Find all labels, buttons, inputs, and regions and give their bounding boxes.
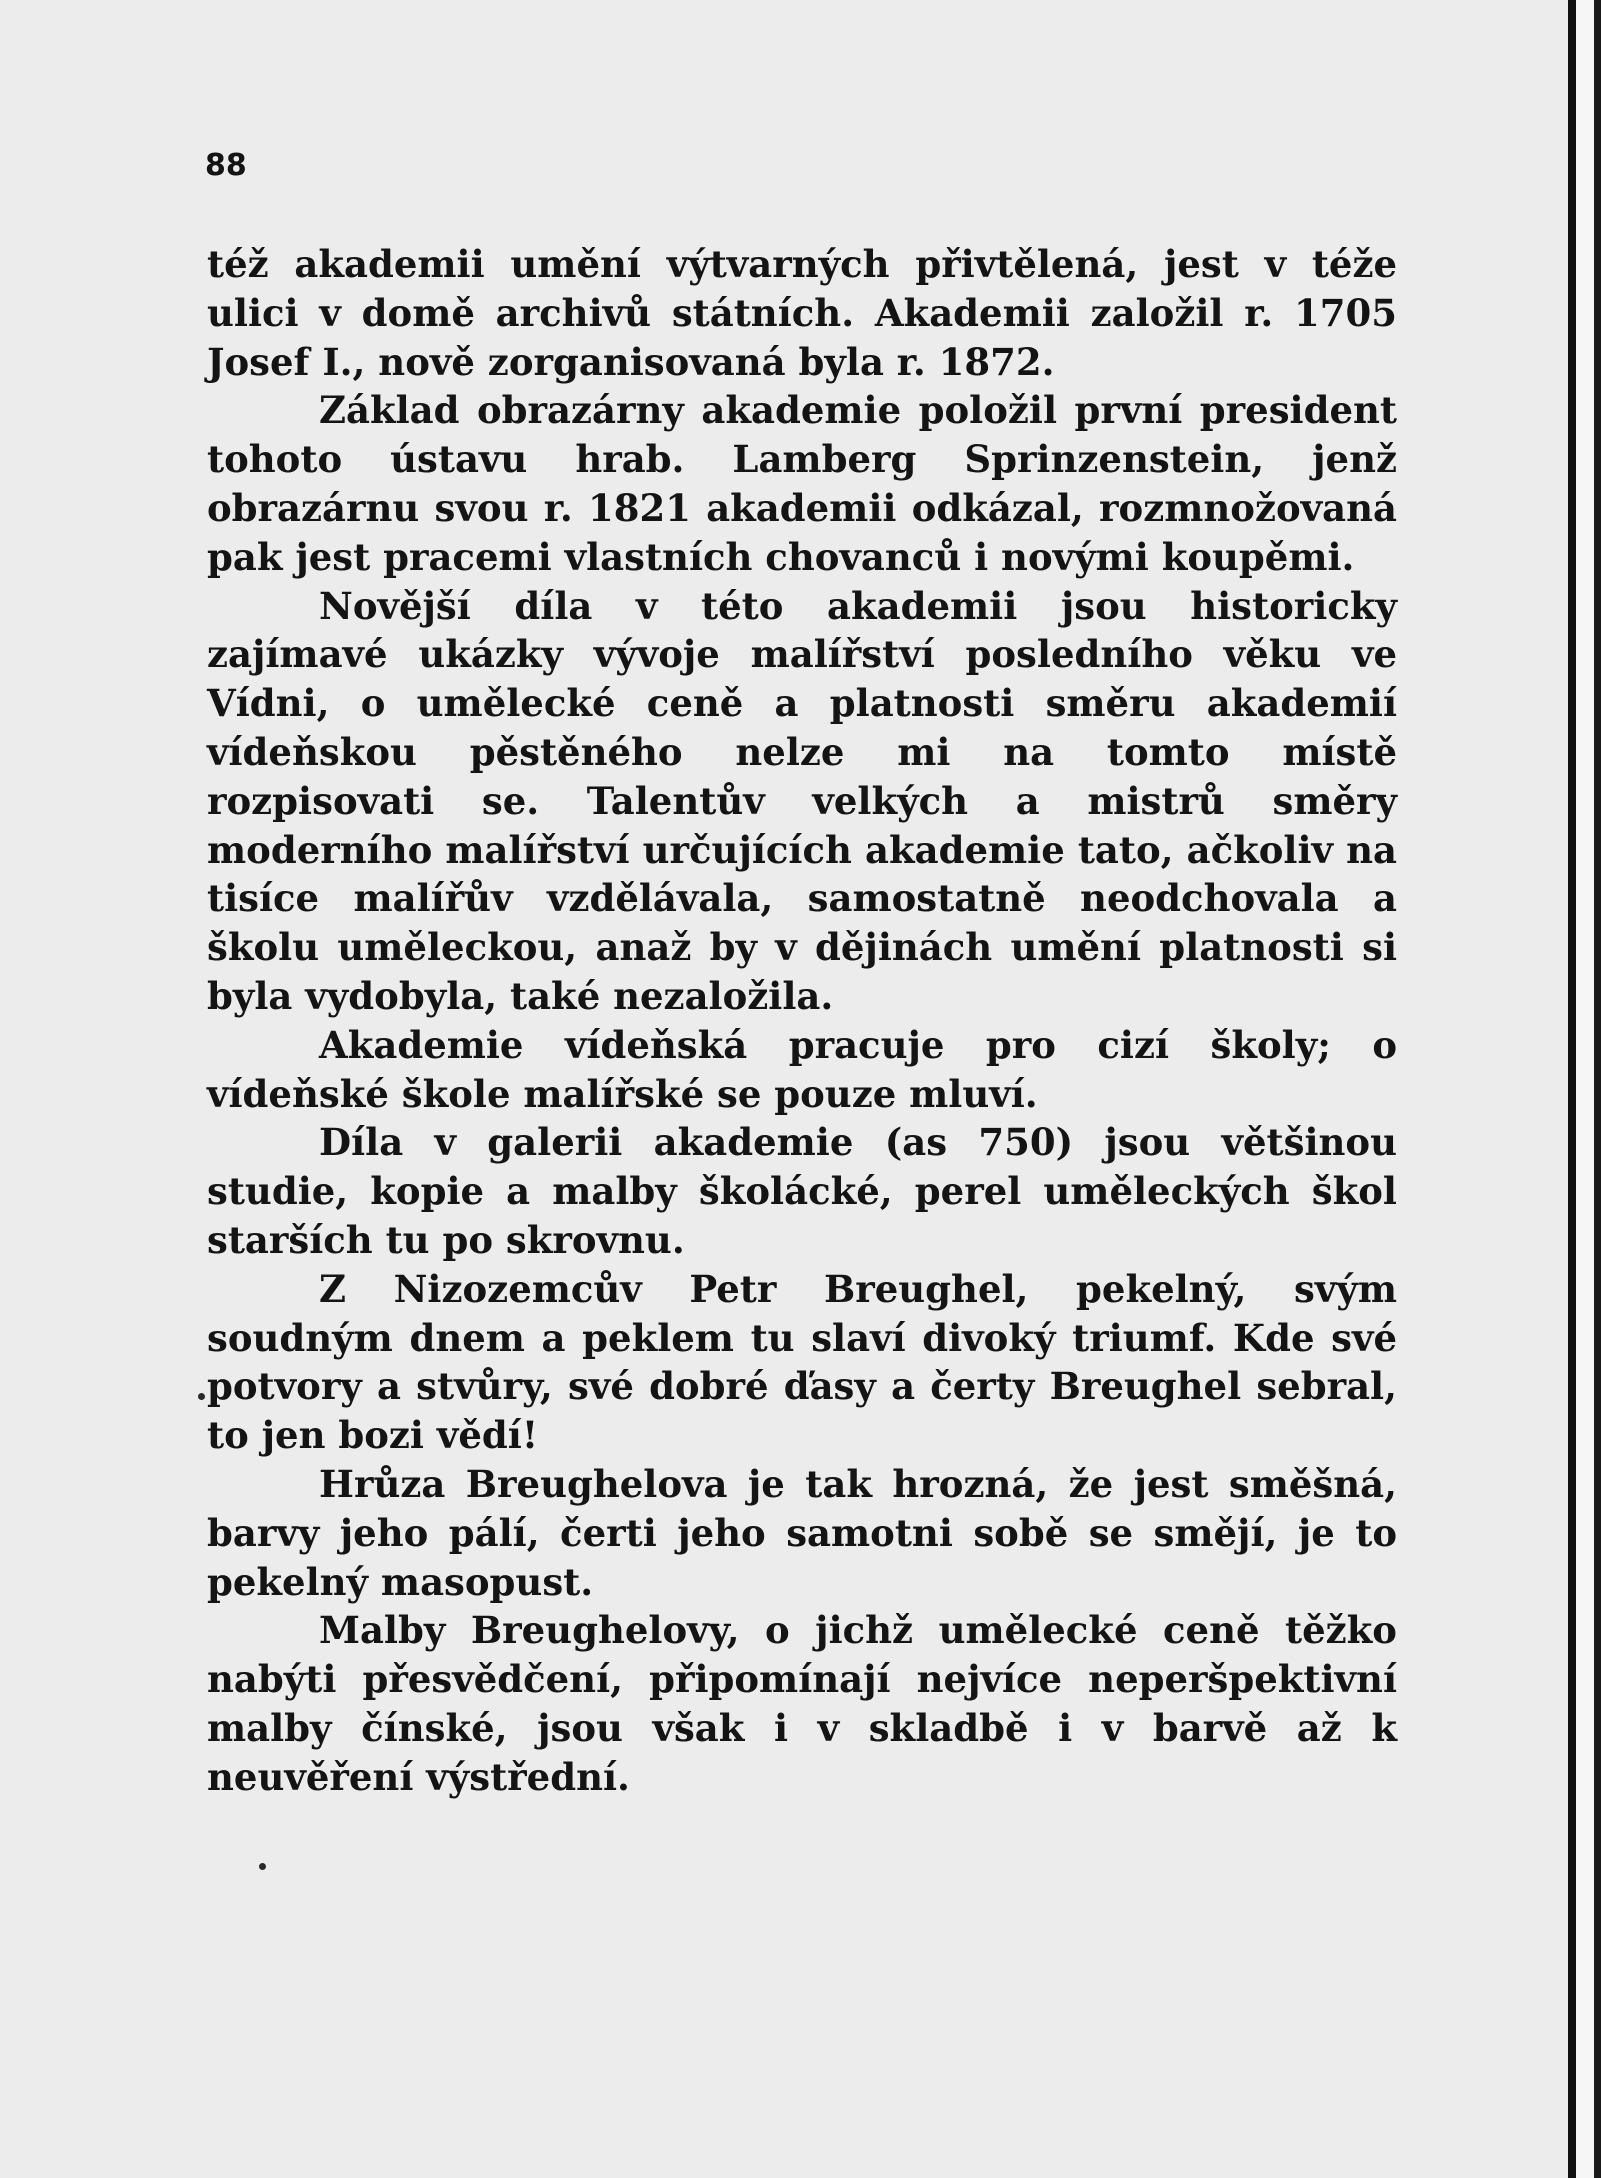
scan-right-border [1594,0,1601,2178]
paragraph-2: Základ obrazárny akademie položil první president tohoto ústavu hrab. Lamberg Sprinzenstein, jenž obrazárnu svou r. 1821 akademii odkázal, rozmnožovaná pak jest pracemi vlastních chovanců i novými koupěmi. [207,388,1397,579]
paragraph-1: též akademii umění výtvarných přivtělená, jest v téže ulici v domě archivů státních. Akademii založil r. 1705 Josef I., nově zorganisovaná byla r. 1872. [207,242,1397,384]
body-text [207,240,1397,1802]
ink-speck [198,1393,205,1400]
paragraph-4: Akademie vídeňská pracuje pro cizí školy; o vídeňské škole malířské se pouze mluví. [207,1022,1397,1116]
page-number: 88 [205,148,247,183]
ink-speck [259,1863,266,1870]
paragraph-6: Z Nizozemcův Petr Breughel, pekelný, svým soudným dnem a peklem tu slaví divoký triumf. Kde své potvory a stvůry, své dobré ďasy a čerty Breughel sebral, to jen bozi vědí! [207,1266,1397,1458]
page-right-edge [1568,0,1576,2178]
paragraph-7: Hrůza Breughelova je tak hrozná, že jest směšná, barvy jeho pálí, čerti jeho samotni sobě se smějí, je to pekelný masopust. [207,1461,1397,1604]
paragraph-8: Malby Breughelovy, o jichž umělecké ceně těžko nabýti přesvědčení, připomínají nejvíce neperšpektivní malby čínské, jsou však i v skladbě i v barvě až k neuvěření výstřední. [207,1608,1397,1799]
paragraph-5: Díla v galerii akademie (as 750) jsou většinou studie, kopie a malby školácké, perel uměleckých škol starších tu po skrovnu. [207,1120,1397,1262]
paragraph-3: Novější díla v této akademii jsou historicky zajímavé ukázky vývoje malířství posledního věku ve Vídni, o umělecké ceně a platnosti směru akademií vídeňskou pěstěného nelze mi na tomto místě rozpisovati se. Talentův velkých a mistrů směry moderního malířství určujících akademie tato, ačkoliv na tisíce malířův vzdělávala, samostatně neodchovala a školu uměleckou, anaž by v dějinách umění platnosti si byla vydobyla, také nezaložila. [207,583,1397,1018]
